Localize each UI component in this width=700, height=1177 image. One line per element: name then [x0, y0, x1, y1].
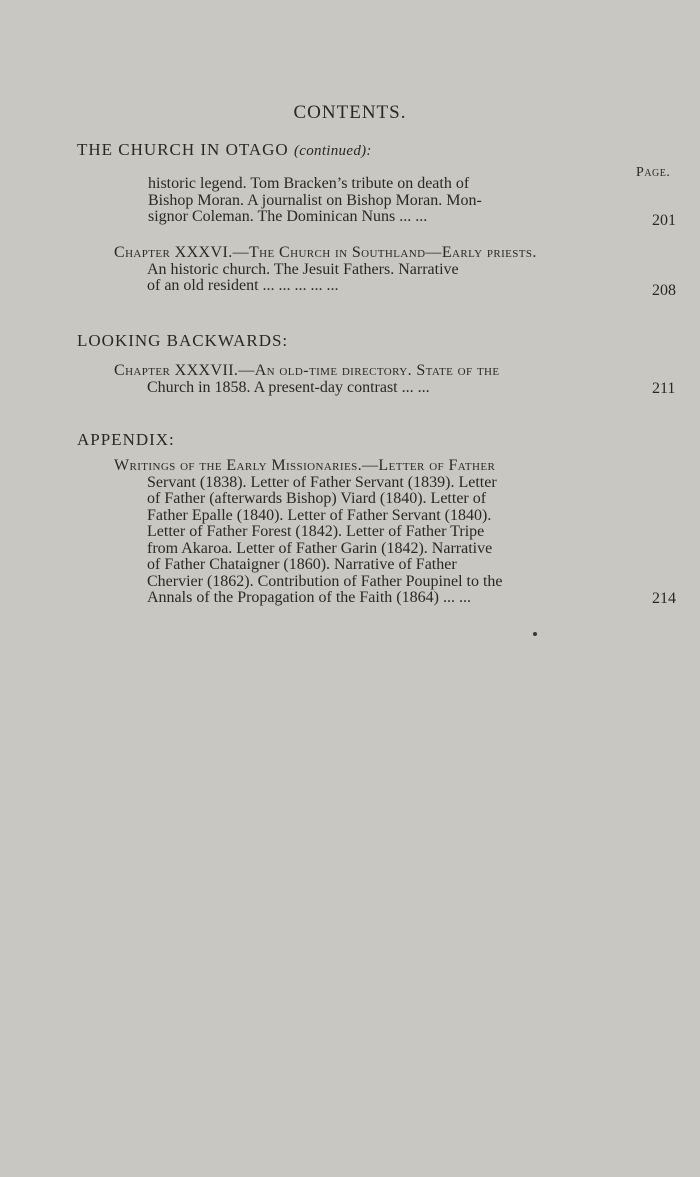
entry-line: Writings of the Early Missionaries.—Letter of Father — [114, 457, 496, 474]
section-heading-note: (continued): — [293, 143, 372, 159]
entry-line: Annals of the Propagation of the Faith (1864) ... ... — [147, 589, 471, 606]
section-heading-looking-backwards — [77, 331, 288, 351]
entry-line: signor Coleman. The Dominican Nuns ... ... — [148, 208, 428, 225]
entry-line: Letter of Father Forest (1842). Letter of Father Tripe — [147, 523, 485, 540]
section-heading-text: LOOKING BACKWARDS: — [77, 331, 289, 350]
page-column-label: Page. — [636, 165, 671, 180]
page-number: 201 — [652, 212, 676, 229]
entry-line: Chervier (1862). Contribution of Father Poupinel to the — [147, 572, 503, 590]
entry-line: Bishop Moran. A journalist on Bishop Moran. Mon- — [148, 191, 482, 209]
section-heading-otago — [77, 140, 372, 160]
entry-line: An historic church. The Jesuit Fathers. Narrative — [147, 260, 459, 278]
section-heading-appendix — [77, 430, 175, 450]
section-heading-text: APPENDIX: — [77, 430, 175, 449]
entry-line: of Father Chataigner (1860). Narrative of Father — [147, 556, 457, 573]
page-number: 214 — [652, 590, 676, 607]
toc-entry-otago-continued — [148, 176, 638, 226]
page-number: 211 — [652, 380, 676, 397]
entry-line: Chapter XXXVI.—The Church in Southland—Early priests. — [114, 244, 537, 261]
toc-entry-chapter-37 — [114, 363, 638, 396]
section-heading-text: THE CHURCH IN OTAGO — [77, 140, 289, 159]
page-number: 208 — [652, 282, 676, 299]
entry-line: Servant (1838). Letter of Father Servant (1839). Letter — [147, 473, 497, 491]
entry-line: of Father (afterwards Bishop) Viard (1840). Letter of — [147, 490, 487, 507]
toc-entry-appendix-writings — [114, 458, 638, 607]
entry-line: from Akaroa. Letter of Father Garin (1842). Narrative — [147, 539, 493, 557]
toc-entry-chapter-36 — [114, 245, 638, 295]
entry-line: of an old resident ... ... ... ... ... — [147, 277, 339, 294]
ink-speck — [533, 632, 537, 636]
entry-line: Chapter XXXVII.—An old-time directory. State of the — [114, 362, 500, 379]
entry-line: historic legend. Tom Bracken’s tribute on death of — [148, 175, 470, 192]
entry-line: Church in 1858. A present-day contrast ... ... — [147, 378, 430, 396]
entry-line: Father Epalle (1840). Letter of Father Servant (1840). — [147, 506, 492, 524]
page-title: CONTENTS. — [293, 102, 407, 123]
